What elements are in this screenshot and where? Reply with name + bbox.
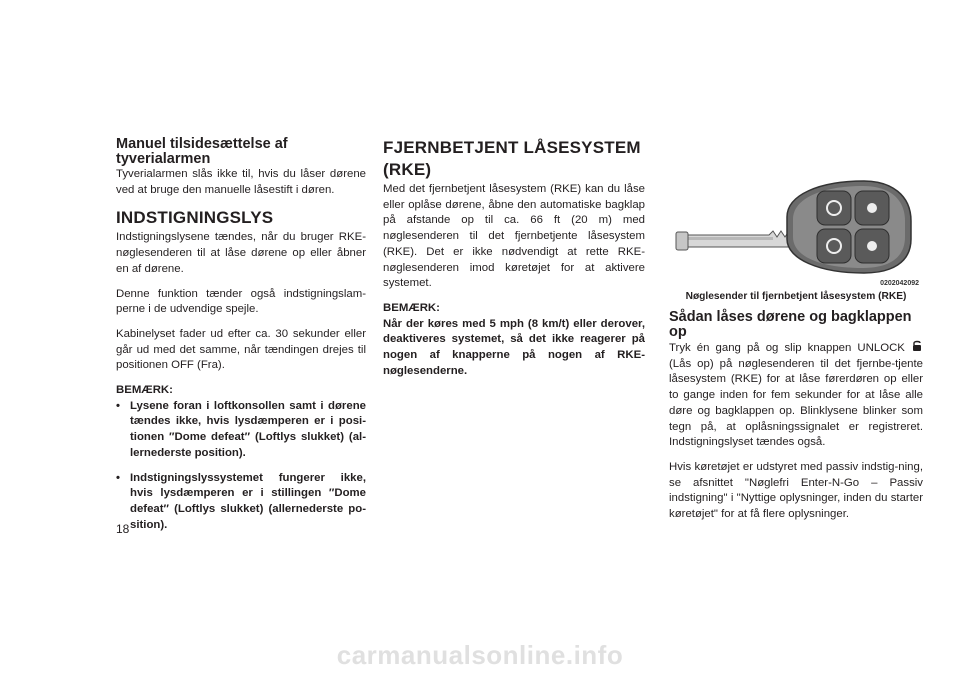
rke-intro-text: Med det fjernbetjent låsesystem (RKE) kan du låse eller oplåse dørene, åbne den automatiske bagklap på afstande op til ca. 66 ft (20 m) med nøglesenderen til det fjernbetjente låsesystem (RKE). Det er ikke nødvendigt at rette RKE-nøglesenderen imod køretøjet for at aktivere systemet. (383, 183, 645, 290)
key-fob-image (669, 177, 923, 287)
right-column (669, 137, 923, 532)
unlock-text-start: Tryk én gang på og slip knappen UNLOCK (669, 342, 905, 354)
note-bullet-list (116, 399, 366, 534)
section-heading-alarm-override: Manuel tilsidesættelse af tyverialarmen (116, 136, 288, 167)
note-label: BEMÆRK: (116, 384, 173, 397)
unlock-icon (911, 340, 923, 352)
unlock-text-end: (Lås op) på nøglesenderen til det fjernbe-tjente låsesystem (RKE) for at låse førerdøren op eller to gange inden for fem sekunder for at låse alle døre og bagklappen op. Blinklysene blinker som tegn på, at oplåsningssignalet er registreret. Indstigningslyset tændes også. (669, 357, 923, 449)
section-heading-entry-lights: INDSTIGNINGSLYS (116, 208, 274, 228)
page-number: 18 (116, 522, 130, 536)
key-fob-figure (669, 177, 923, 287)
alarm-override-text: Tyverialarmen slås ikke til, hvis du låser dørene ved at bruge den manuelle låsestift i døren. (116, 168, 366, 196)
section-heading-unlock: Sådan låses dørene og bagklappen op (669, 309, 912, 340)
bullet-symbol: • (116, 471, 120, 484)
rke-note-text: Når der køres med 5 mph (8 km/t) eller derover, deaktiveres systemet, så det ikke reagerer på nogen af knapperne på nogen af RKE-nøglesenderne. (383, 317, 645, 377)
unlock-text (669, 340, 923, 451)
figure-code: 0202042092 (880, 280, 919, 287)
entry-lights-text-3: Kabinelyset fader ud efter ca. 30 sekunder eller går ud med det samme, når tændingen drejes til positionen OFF (Fra). (116, 327, 366, 372)
watermark: carmanualsonline.info (336, 640, 624, 670)
passive-entry-text: Hvis køretøjet er udstyret med passiv indstig-ning, se afsnittet "Nøglefri Enter-N-Go – Passiv indstigning" i "Nyttige oplysninger, inden du starter køretøjet" for at få flere oplysninger. (669, 460, 923, 521)
note-bullet-text: Lysene foran i loftkonsollen samt i dørene tændes ikke, hvis lysdæmperen er i posi-tionen ″Dome defeat″ (Loftlys slukket) (al-lernederste position). (130, 399, 366, 459)
note-bullet (116, 471, 366, 534)
entry-lights-text-2: Denne funktion tænder også indstigningslam-perne i de udvendige spejle. (116, 287, 366, 316)
middle-column (383, 137, 645, 388)
note-label: BEMÆRK: (383, 301, 440, 314)
bullet-symbol: • (116, 399, 120, 412)
section-heading-rke: FJERNBETJENT LÅSESYSTEM (RKE) (383, 138, 641, 179)
note-bullet-text: Indstigningslyssystemet fungerer ikke, hvis lysdæmperen er i stillingen ″Dome defeat″ (Loftlys slukket) (allernederste po-sition). (130, 471, 366, 531)
left-column (116, 137, 366, 542)
figure-caption: Nøglesender til fjernbetjent låsesystem (RKE) (685, 291, 907, 302)
entry-lights-text-1: Indstigningslysene tændes, når du bruger RKE-nøglesenderen til at låse dørene op eller åbner en af dørene. (116, 231, 366, 275)
note-bullet (116, 399, 366, 462)
